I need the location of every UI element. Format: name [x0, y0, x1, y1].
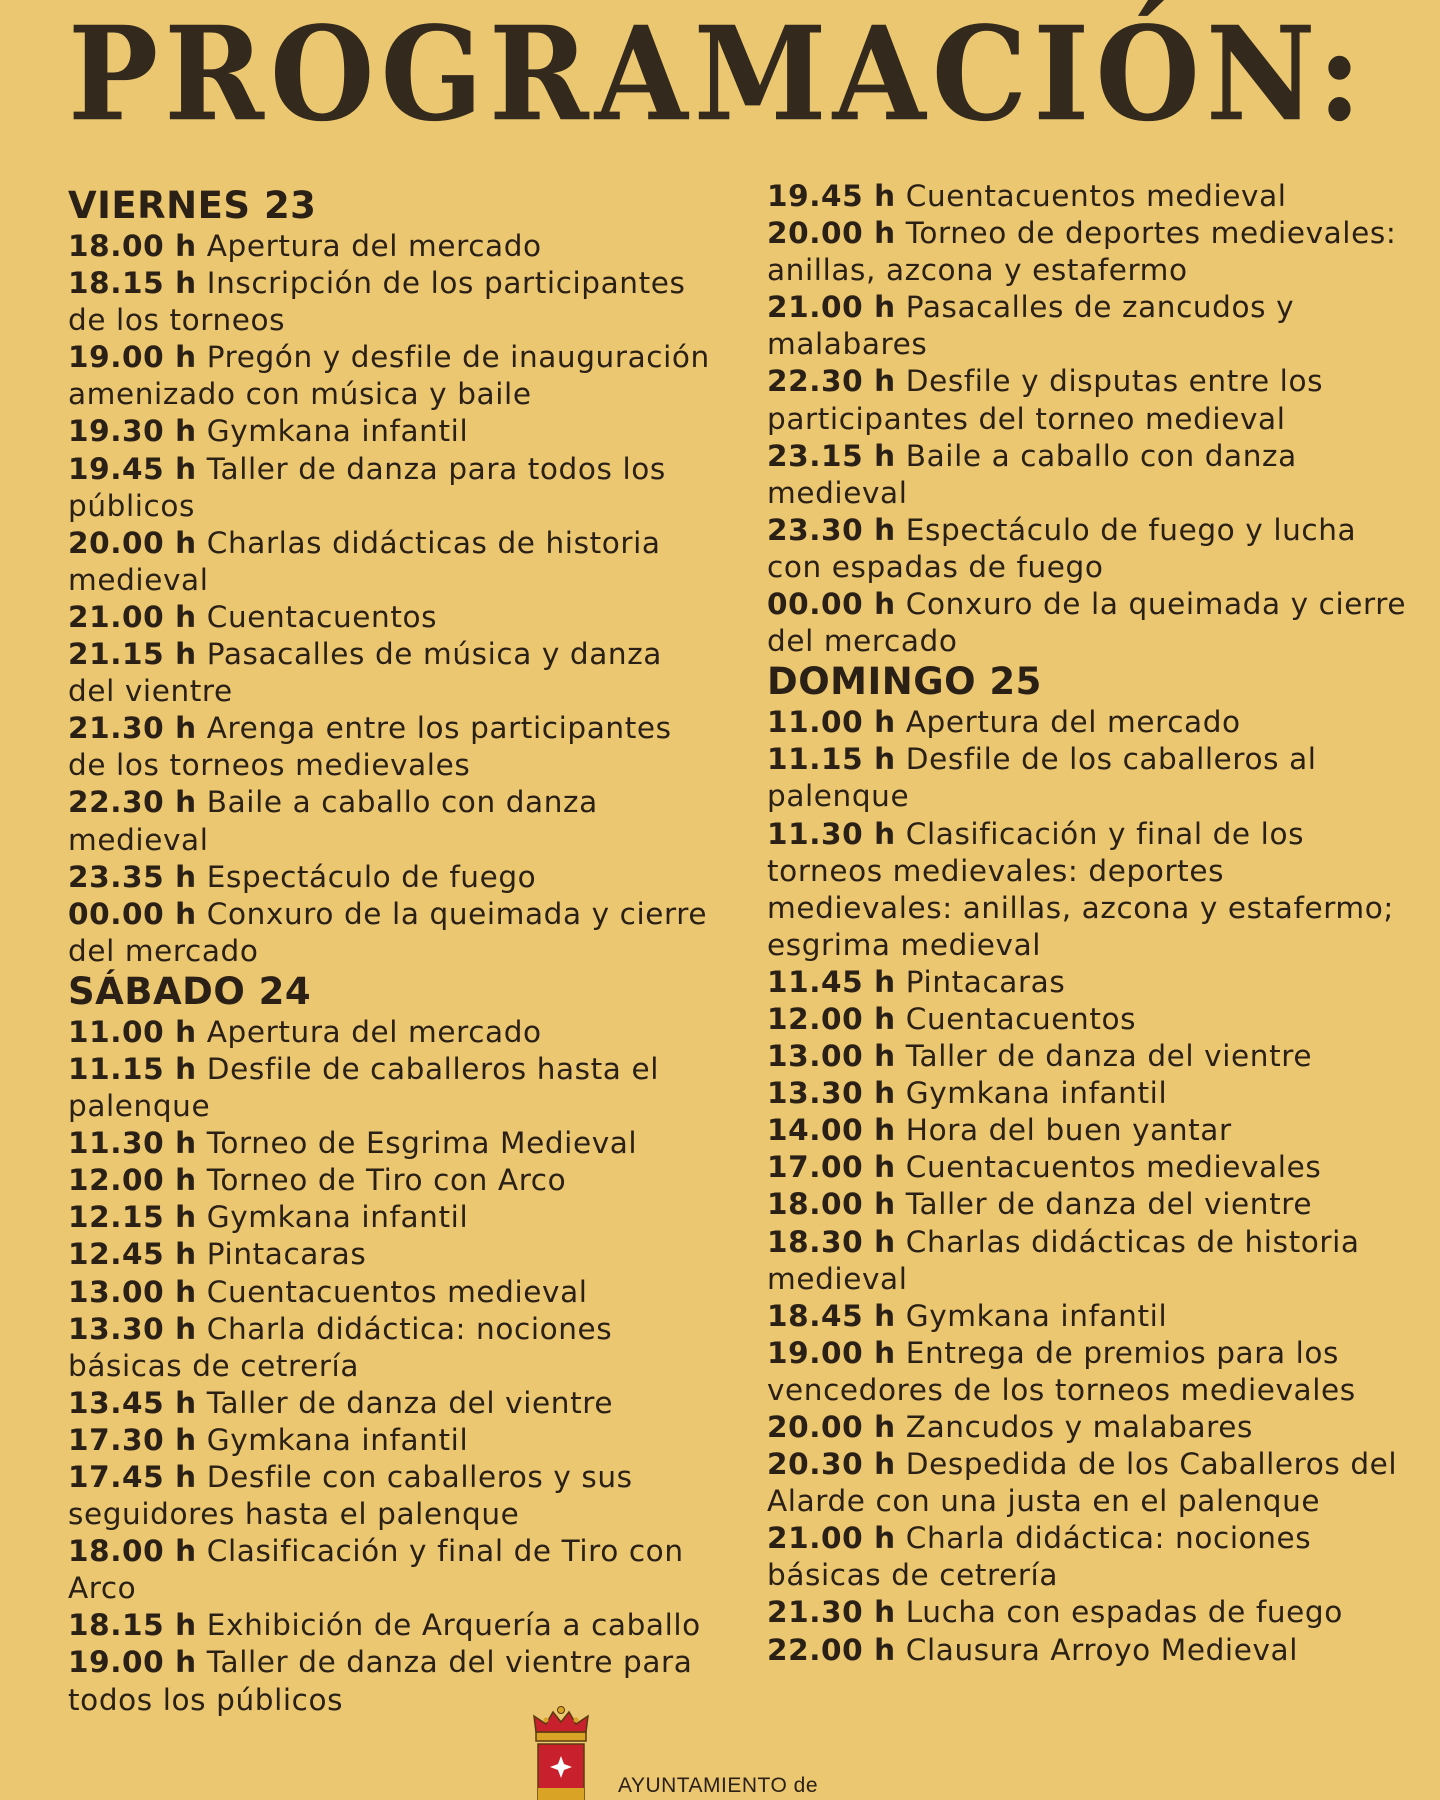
entry-description: Charla didáctica: nociones básicas de cetrería — [767, 1521, 1312, 1593]
entry-time: 21.00 h — [767, 290, 896, 325]
entry-description: Taller de danza del vientre — [905, 1039, 1313, 1074]
schedule-entry — [68, 859, 718, 896]
entry-time: 21.30 h — [767, 1595, 896, 1630]
entry-time: 23.15 h — [767, 438, 896, 473]
schedule-entry — [68, 1199, 718, 1236]
entry-description: Torneo de Tiro con Arco — [206, 1163, 567, 1198]
entry-time: 13.00 h — [68, 1274, 197, 1309]
coat-of-arms-icon — [526, 1706, 596, 1800]
entry-description: Pintacaras — [206, 1237, 367, 1272]
entry-time: 21.15 h — [68, 637, 197, 672]
schedule-entry — [68, 896, 718, 970]
entry-description: Espectáculo de fuego y lucha con espadas de fuego — [767, 512, 1357, 584]
day-heading-viernes: VIERNES 23 — [68, 184, 317, 227]
footer-text: AYUNTAMIENTO de — [618, 1774, 819, 1797]
entry-description: Desfile con caballeros y sus seguidores hasta el palenque — [68, 1460, 633, 1532]
schedule-entry — [767, 1186, 1417, 1223]
entry-time: 13.45 h — [68, 1385, 197, 1420]
entry-description: Hora del buen yantar — [905, 1113, 1232, 1148]
entry-description: Inscripción de los participantes de los torneos — [68, 266, 686, 338]
entry-description: Arenga entre los participantes de los torneos medievales — [68, 711, 672, 783]
entry-description: Torneo de deportes medievales: anillas, azcona y estafermo — [767, 216, 1397, 288]
entry-description: Gymkana infantil — [206, 414, 469, 449]
entry-description: Clasificación y final de Tiro con Arco — [68, 1534, 684, 1606]
schedule-entry — [68, 451, 718, 525]
schedule-entry — [767, 363, 1417, 437]
entry-time: 21.30 h — [68, 711, 197, 746]
entry-time: 11.30 h — [68, 1126, 197, 1161]
entry-time: 00.00 h — [68, 896, 197, 931]
entry-time: 23.35 h — [68, 859, 197, 894]
schedule-entry — [68, 1125, 718, 1162]
entry-time: 20.30 h — [767, 1447, 896, 1482]
schedule-entry — [767, 1075, 1417, 1112]
entry-description: Taller de danza para todos los públicos — [68, 451, 666, 523]
entry-time: 19.30 h — [68, 414, 197, 449]
schedule-right-column — [767, 178, 1417, 1669]
entry-description: Pintacaras — [905, 964, 1066, 999]
schedule-entry — [767, 215, 1417, 289]
entry-description: Cuentacuentos medieval — [905, 179, 1287, 213]
entry-description: Desfile de los caballeros al palenque — [767, 742, 1317, 814]
entry-time: 19.45 h — [767, 179, 896, 213]
entry-description: Despedida de los Caballeros del Alarde con una justa en el palenque — [767, 1447, 1398, 1519]
entry-time: 19.00 h — [767, 1335, 896, 1370]
entry-time: 18.00 h — [767, 1187, 896, 1222]
entry-time: 12.00 h — [767, 1001, 896, 1036]
entry-time: 11.15 h — [767, 742, 896, 777]
entry-time: 12.00 h — [68, 1163, 197, 1198]
entry-time: 17.00 h — [767, 1150, 896, 1185]
entry-time: 13.00 h — [767, 1039, 896, 1074]
entry-time: 17.45 h — [68, 1460, 197, 1494]
entry-description: Taller de danza del vientre — [905, 1187, 1313, 1222]
entry-description: Charlas didácticas de historia medieval — [767, 1224, 1360, 1296]
day-entries-domingo — [767, 704, 1417, 1668]
schedule-entry — [767, 741, 1417, 815]
entry-time: 18.45 h — [767, 1298, 896, 1333]
schedule-entry — [767, 438, 1417, 512]
entry-time: 19.45 h — [68, 451, 197, 486]
schedule-entry — [68, 525, 718, 599]
entry-description: Charla didáctica: nociones básicas de cetrería — [68, 1311, 613, 1383]
schedule-entry — [767, 964, 1417, 1001]
schedule-entry — [767, 1149, 1417, 1186]
entry-description: Cuentacuentos medievales — [905, 1150, 1322, 1185]
schedule-entry — [767, 1224, 1417, 1298]
entry-time: 20.00 h — [68, 525, 197, 560]
entry-description: Gymkana infantil — [206, 1200, 469, 1235]
entry-time: 22.30 h — [767, 364, 896, 399]
schedule-entry — [767, 704, 1417, 741]
schedule-entry — [68, 1422, 718, 1459]
entry-description: Apertura del mercado — [206, 229, 542, 263]
entry-description: Clausura Arroyo Medieval — [905, 1632, 1299, 1667]
schedule-entry — [68, 636, 718, 710]
entry-description: Espectáculo de fuego — [206, 859, 537, 894]
entry-description: Cuentacuentos — [905, 1001, 1137, 1036]
schedule-entry — [767, 1112, 1417, 1149]
entry-description: Conxuro de la queimada y cierre del mercado — [767, 587, 1407, 659]
entry-description: Cuentacuentos — [206, 599, 438, 634]
entry-time: 18.00 h — [68, 229, 197, 263]
entry-description: Torneo de Esgrima Medieval — [206, 1126, 638, 1161]
schedule-entry — [68, 1533, 718, 1607]
schedule-entry — [767, 816, 1417, 964]
entry-time: 18.30 h — [767, 1224, 896, 1259]
entry-description: Apertura del mercado — [905, 705, 1241, 740]
entry-time: 18.15 h — [68, 266, 197, 301]
schedule-entry — [68, 1236, 718, 1273]
schedule-entry — [767, 289, 1417, 363]
entry-description: Desfile y disputas entre los participantes del torneo medieval — [767, 364, 1324, 436]
entry-time: 21.00 h — [767, 1521, 896, 1556]
entry-description: Clasificación y final de los torneos medievales: deportes medievales: anillas, azcona y estafermo; esgrima medieval — [767, 816, 1394, 962]
entry-description: Taller de danza del vientre para todos los públicos — [68, 1645, 693, 1717]
day-entries-sabado-part1 — [68, 1014, 718, 1719]
schedule-entry — [68, 1051, 718, 1125]
schedule-entry — [68, 1459, 718, 1533]
entry-time: 11.00 h — [767, 705, 896, 740]
schedule-entry — [68, 413, 718, 450]
schedule-entry — [68, 1014, 718, 1051]
entry-description: Gymkana infantil — [905, 1076, 1168, 1111]
day-entries-sabado-part2 — [767, 178, 1417, 660]
entry-description: Baile a caballo con danza medieval — [68, 785, 598, 857]
entry-time: 23.30 h — [767, 512, 896, 547]
entry-description: Lucha con espadas de fuego — [905, 1595, 1343, 1630]
day-heading-domingo: DOMINGO 25 — [767, 660, 1042, 704]
entry-time: 11.30 h — [767, 816, 896, 851]
entry-time: 21.00 h — [68, 599, 197, 634]
schedule-entry — [767, 586, 1417, 660]
schedule-entry — [68, 228, 718, 265]
schedule-entry — [767, 1038, 1417, 1075]
entry-description: Pregón y desfile de inauguración amenizado con música y baile — [68, 340, 710, 412]
schedule-entry — [68, 1311, 718, 1385]
schedule-entry — [767, 512, 1417, 586]
day-heading-sabado: SÁBADO 24 — [68, 969, 312, 1013]
entry-description: Pasacalles de música y danza del vientre — [68, 637, 662, 709]
entry-description: Taller de danza del vientre — [206, 1385, 614, 1420]
entry-time: 22.30 h — [68, 785, 197, 820]
entry-time: 22.00 h — [767, 1632, 896, 1667]
schedule-entry — [68, 1385, 718, 1422]
entry-time: 12.45 h — [68, 1237, 197, 1272]
schedule-entry — [68, 1607, 718, 1644]
schedule-entry — [767, 1409, 1417, 1446]
entry-time: 11.00 h — [68, 1014, 197, 1049]
schedule-entry — [68, 339, 718, 413]
schedule-entry — [767, 178, 1417, 215]
entry-description: Desfile de caballeros hasta el palenque — [68, 1051, 659, 1124]
entry-description: Gymkana infantil — [905, 1298, 1168, 1333]
entry-description: Pasacalles de zancudos y malabares — [767, 290, 1295, 362]
entry-description: Entrega de premios para los vencedores de los torneos medievales — [767, 1335, 1356, 1407]
entry-description: Cuentacuentos medieval — [206, 1274, 588, 1309]
entry-time: 17.30 h — [68, 1422, 197, 1457]
schedule-entry — [767, 1001, 1417, 1038]
entry-description: Conxuro de la queimada y cierre del mercado — [68, 896, 708, 968]
entry-time: 19.00 h — [68, 340, 197, 375]
schedule-entry — [767, 1446, 1417, 1520]
schedule-entry — [68, 265, 718, 339]
entry-description: Zancudos y malabares — [905, 1410, 1253, 1444]
day-entries-viernes — [68, 228, 718, 970]
entry-time: 13.30 h — [767, 1076, 896, 1111]
footer-logo — [520, 1706, 920, 1800]
schedule-entry — [68, 1274, 718, 1311]
schedule-entry — [68, 784, 718, 858]
entry-time: 18.00 h — [68, 1534, 197, 1569]
entry-time: 00.00 h — [767, 587, 896, 622]
entry-time: 11.45 h — [767, 964, 896, 999]
entry-description: Baile a caballo con danza medieval — [767, 438, 1297, 510]
schedule-entry — [767, 1298, 1417, 1335]
schedule-entry — [767, 1632, 1417, 1669]
entry-time: 20.00 h — [767, 1410, 896, 1444]
page-title: PROGRAMACIÓN: — [68, 0, 1368, 151]
entry-description: Exhibición de Arquería a caballo — [206, 1608, 701, 1643]
schedule-left-column — [68, 178, 718, 1719]
schedule-entry — [68, 710, 718, 784]
entry-time: 12.15 h — [68, 1200, 197, 1235]
schedule-entry — [767, 1335, 1417, 1409]
entry-description: Charlas didácticas de historia medieval — [68, 525, 661, 597]
entry-time: 20.00 h — [767, 216, 896, 251]
schedule-entry — [68, 599, 718, 636]
schedule-entry — [68, 1162, 718, 1199]
entry-time: 14.00 h — [767, 1113, 896, 1148]
schedule-entry — [767, 1520, 1417, 1594]
entry-time: 19.00 h — [68, 1645, 197, 1680]
entry-time: 11.15 h — [68, 1051, 197, 1086]
schedule-entry — [767, 1594, 1417, 1631]
entry-time: 18.15 h — [68, 1608, 197, 1643]
entry-time: 13.30 h — [68, 1311, 197, 1346]
entry-description: Gymkana infantil — [206, 1422, 469, 1457]
entry-description: Apertura del mercado — [206, 1014, 542, 1049]
